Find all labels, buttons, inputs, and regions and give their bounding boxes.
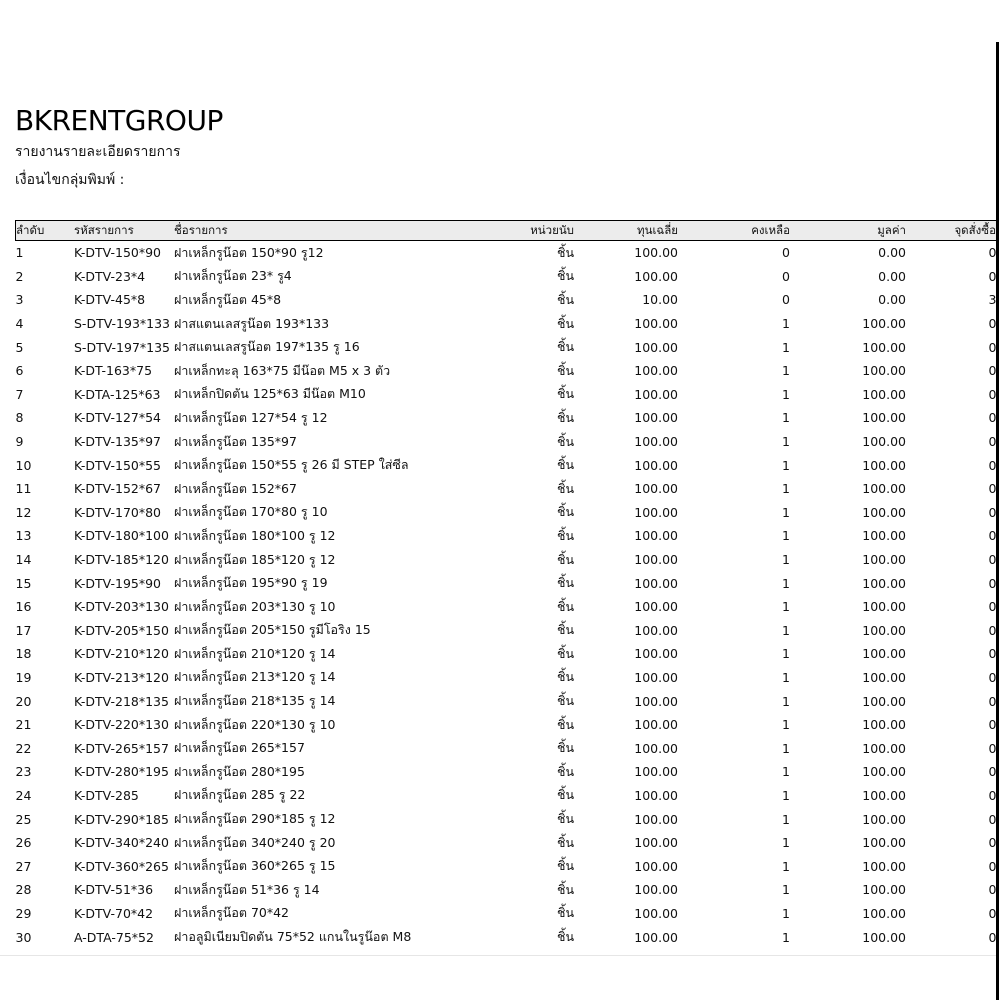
cell-code: K-DTV-195*90: [74, 575, 161, 591]
cell-name: ฝาเหล็กรูน๊อต 340*240 รู 20: [174, 834, 336, 850]
cell-name: ฝาเหล็กรูน๊อต 135*97: [174, 433, 297, 449]
cell-name: ฝาเหล็กรูน๊อต 218*135 รู 14: [174, 693, 336, 709]
cell-avg-cost: 100.00: [634, 504, 678, 520]
cell-no: 20: [15, 693, 32, 709]
table-row: [16, 265, 997, 289]
cell-name: ฝาเหล็กรูน๊อต 213*120 รู 14: [174, 669, 336, 685]
cell-avg-cost: 100.00: [634, 339, 678, 355]
cell-value: 100.00: [862, 575, 906, 591]
cell-value: 100.00: [862, 646, 906, 662]
table-row: [16, 501, 997, 525]
cell-avg-cost: 100.00: [634, 316, 678, 332]
cell-code: K-DTV-135*97: [74, 434, 161, 450]
col-header-balance: คงเหลือ: [700, 221, 810, 241]
cell-no: 27: [15, 858, 32, 874]
cell-avg-cost: 100.00: [634, 717, 678, 733]
table-row: [16, 241, 997, 265]
table-row: [16, 383, 997, 407]
table-row: [16, 854, 997, 878]
cell-avg-cost: 100.00: [634, 858, 678, 874]
cell-no: 15: [15, 575, 32, 591]
table-row: [16, 736, 997, 760]
cell-value: 100.00: [862, 882, 906, 898]
cell-name: ฝาเหล็กรูน๊อต 185*120 รู 12: [174, 551, 336, 567]
cell-code: K-DTV-290*185: [74, 811, 169, 827]
items-table-wrapper: [15, 220, 997, 949]
cell-balance: 1: [782, 717, 790, 733]
cell-code: K-DTV-51*36: [74, 882, 154, 898]
cell-unit: ชิ้น: [556, 457, 574, 473]
cell-value: 100.00: [862, 693, 906, 709]
cell-code: K-DTV-280*195: [74, 764, 169, 780]
table-row: [16, 831, 997, 855]
table-row: [16, 807, 997, 831]
cell-value: 100.00: [862, 552, 906, 568]
cell-balance: 0: [782, 292, 790, 308]
cell-value: 100.00: [862, 717, 906, 733]
cell-balance: 1: [782, 764, 790, 780]
cell-avg-cost: 100.00: [634, 787, 678, 803]
cell-unit: ชิ้น: [556, 433, 574, 449]
cell-code: K-DTV-185*120: [74, 552, 169, 568]
cell-no: 28: [15, 882, 32, 898]
cell-name: ฝาเหล็กรูน๊อต 195*90 รู 19: [174, 575, 328, 591]
cell-balance: 0: [782, 268, 790, 284]
header-row: [16, 221, 997, 241]
report-header: [15, 104, 955, 190]
cell-unit: ชิ้น: [556, 291, 574, 307]
table-row: [16, 406, 997, 430]
cell-avg-cost: 10.00: [642, 292, 678, 308]
cell-unit: ชิ้น: [556, 598, 574, 614]
cell-reorder: 0: [988, 575, 997, 591]
cell-name: ฝาสแตนเลสรูน๊อต 193*133: [174, 315, 330, 331]
col-header-avg-cost: ทุนเฉลี่ย: [582, 221, 700, 241]
cell-reorder: 0: [988, 717, 997, 733]
table-row: [16, 312, 997, 336]
table-row: [16, 642, 997, 666]
cell-avg-cost: 100.00: [634, 622, 678, 638]
cell-no: 29: [15, 905, 32, 921]
cell-code: K-DTV-150*90: [74, 245, 161, 261]
cell-no: 26: [15, 835, 32, 851]
cell-code: K-DTV-127*54: [74, 410, 161, 426]
cell-value: 100.00: [862, 787, 906, 803]
cell-code: K-DTV-23*4: [74, 268, 146, 284]
cell-code: S-DTV-193*133: [74, 316, 171, 332]
cell-balance: 1: [782, 457, 790, 473]
cell-value: 100.00: [862, 457, 906, 473]
cell-reorder: 0: [988, 363, 997, 379]
table-row: [16, 430, 997, 454]
col-header-no: ลำดับ: [16, 221, 75, 241]
cell-name: ฝาเหล็กรูน๊อต 152*67: [174, 480, 297, 496]
cell-no: 16: [15, 599, 32, 615]
cell-balance: 1: [782, 528, 790, 544]
col-header-reorder: จุดสั่งซื้อ: [926, 221, 997, 241]
cell-avg-cost: 100.00: [634, 740, 678, 756]
cell-balance: 1: [782, 599, 790, 615]
cell-name: ฝาเหล็กรูน๊อต 127*54 รู 12: [174, 409, 328, 425]
cell-unit: ชิ้น: [556, 315, 574, 331]
cell-name: ฝาเหล็กรูน๊อต 210*120 รู 14: [174, 645, 336, 661]
cell-avg-cost: 100.00: [634, 386, 678, 402]
table-row: [16, 666, 997, 690]
cell-avg-cost: 100.00: [634, 575, 678, 591]
cell-value: 100.00: [862, 481, 906, 497]
cell-unit: ชิ้น: [556, 787, 574, 803]
cell-balance: 1: [782, 316, 790, 332]
cell-code: K-DTV-70*42: [74, 905, 154, 921]
cell-balance: 1: [782, 740, 790, 756]
cell-no: 30: [15, 929, 32, 945]
cell-avg-cost: 100.00: [634, 434, 678, 450]
cell-reorder: 0: [988, 481, 997, 497]
cell-no: 5: [15, 339, 24, 355]
cell-reorder: 0: [988, 646, 997, 662]
cell-no: 11: [15, 481, 32, 497]
cell-unit: ชิ้น: [556, 763, 574, 779]
cell-reorder: 0: [988, 882, 997, 898]
cell-no: 24: [15, 787, 32, 803]
cell-no: 4: [15, 316, 24, 332]
cell-name: ฝาเหล็กรูน๊อต 290*185 รู 12: [174, 811, 336, 827]
cell-reorder: 0: [988, 316, 997, 332]
table-row: [16, 548, 997, 572]
cell-value: 100.00: [862, 528, 906, 544]
table-row: [16, 335, 997, 359]
cell-code: K-DTV-152*67: [74, 481, 161, 497]
cell-code: K-DTV-180*100: [74, 528, 169, 544]
cell-unit: ชิ้น: [556, 858, 574, 874]
cell-balance: 1: [782, 504, 790, 520]
cell-avg-cost: 100.00: [634, 835, 678, 851]
cell-name: ฝาเหล็กรูน๊อต 23* รู4: [174, 268, 292, 284]
cell-avg-cost: 100.00: [634, 646, 678, 662]
report-title: รายงานรายละเอียดรายการ: [15, 144, 181, 160]
cell-reorder: 0: [988, 457, 997, 473]
cell-name: ฝาเหล็กรูน๊อต 360*265 รู 15: [174, 858, 336, 874]
cell-name: ฝาเหล็กรูน๊อต 265*157: [174, 740, 305, 756]
table-row: [16, 760, 997, 784]
cell-name: ฝาเหล็กรูน๊อต 150*90 รู12: [174, 244, 324, 260]
cell-code: K-DTV-285: [74, 787, 139, 803]
cell-reorder: 0: [988, 552, 997, 568]
cell-code: K-DTV-213*120: [74, 669, 169, 685]
cell-value: 100.00: [862, 835, 906, 851]
cell-value: 100.00: [862, 339, 906, 355]
cell-unit: ชิ้น: [556, 811, 574, 827]
cell-avg-cost: 100.00: [634, 764, 678, 780]
cell-value: 100.00: [862, 740, 906, 756]
cell-avg-cost: 100.00: [634, 245, 678, 261]
cell-balance: 0: [782, 245, 790, 261]
cell-code: K-DT-163*75: [74, 363, 153, 379]
cell-value: 100.00: [862, 316, 906, 332]
col-header-code: รหัสรายการ: [74, 221, 174, 241]
table-row: [16, 713, 997, 737]
cell-name: ฝาเหล็กรูน๊อต 205*150 รูมีโอริง 15: [174, 622, 371, 638]
page-bottom-border: [0, 955, 996, 956]
cell-no: 2: [15, 268, 24, 284]
cell-unit: ชิ้น: [556, 693, 574, 709]
cell-reorder: 0: [988, 339, 997, 355]
cell-unit: ชิ้น: [556, 386, 574, 402]
cell-name: ฝาอลูมิเนียมปิดตัน 75*52 แกนในรูน๊อต M8: [174, 929, 412, 945]
cell-avg-cost: 100.00: [634, 693, 678, 709]
cell-name: ฝาเหล็กทะลุ 163*75 มีน๊อต M5 x 3 ตัว: [174, 362, 391, 378]
cell-value: 100.00: [862, 929, 906, 945]
print-condition: เงื่อนไขกลุ่มพิมพ์ :: [15, 172, 125, 188]
cell-no: 23: [15, 764, 32, 780]
cell-avg-cost: 100.00: [634, 929, 678, 945]
cell-name: ฝาเหล็กรูน๊อต 150*55 รู 26 มี STEP ใส่ซีล: [174, 457, 409, 473]
cell-balance: 1: [782, 811, 790, 827]
cell-reorder: 0: [988, 811, 997, 827]
cell-reorder: 0: [988, 905, 997, 921]
table-row: [16, 359, 997, 383]
cell-balance: 1: [782, 363, 790, 379]
cell-unit: ชิ้น: [556, 268, 574, 284]
cell-reorder: 0: [988, 504, 997, 520]
table-row: [16, 925, 997, 949]
col-header-unit: หน่วยนับ: [504, 221, 582, 241]
cell-avg-cost: 100.00: [634, 905, 678, 921]
cell-code: K-DTV-220*130: [74, 717, 169, 733]
cell-balance: 1: [782, 905, 790, 921]
cell-no: 3: [15, 292, 24, 308]
cell-balance: 1: [782, 481, 790, 497]
cell-balance: 1: [782, 552, 790, 568]
cell-balance: 1: [782, 693, 790, 709]
cell-unit: ชิ้น: [556, 362, 574, 378]
company-name: BKRENTGROUP: [15, 104, 223, 137]
cell-name: ฝาเหล็กรูน๊อต 180*100 รู 12: [174, 527, 336, 543]
cell-name: ฝาเหล็กรูน๊อต 285 รู 22: [174, 787, 306, 803]
cell-value: 100.00: [862, 386, 906, 402]
cell-code: K-DTV-203*130: [74, 599, 169, 615]
cell-avg-cost: 100.00: [634, 268, 678, 284]
cell-unit: ชิ้น: [556, 480, 574, 496]
cell-balance: 1: [782, 787, 790, 803]
cell-value: 0.00: [878, 268, 906, 284]
cell-unit: ชิ้น: [556, 881, 574, 897]
cell-no: 10: [15, 457, 32, 473]
cell-no: 12: [15, 504, 32, 520]
cell-value: 100.00: [862, 599, 906, 615]
cell-unit: ชิ้น: [556, 551, 574, 567]
cell-no: 13: [15, 528, 32, 544]
cell-code: K-DTV-265*157: [74, 740, 169, 756]
cell-unit: ชิ้น: [556, 575, 574, 591]
cell-avg-cost: 100.00: [634, 811, 678, 827]
cell-value: 100.00: [862, 905, 906, 921]
cell-reorder: 0: [988, 929, 997, 945]
cell-code: K-DTA-125*63: [74, 386, 161, 402]
cell-balance: 1: [782, 410, 790, 426]
cell-balance: 1: [782, 858, 790, 874]
cell-reorder: 0: [988, 622, 997, 638]
cell-reorder: 0: [988, 787, 997, 803]
cell-no: 1: [15, 245, 24, 261]
cell-balance: 1: [782, 669, 790, 685]
cell-value: 0.00: [878, 292, 906, 308]
cell-unit: ชิ้น: [556, 645, 574, 661]
cell-no: 17: [15, 622, 32, 638]
cell-reorder: 0: [988, 599, 997, 615]
cell-value: 100.00: [862, 764, 906, 780]
table-row: [16, 288, 997, 312]
cell-reorder: 0: [988, 245, 997, 261]
cell-no: 6: [15, 363, 24, 379]
cell-unit: ชิ้น: [556, 527, 574, 543]
cell-reorder: 0: [988, 669, 997, 685]
table-row: [16, 902, 997, 926]
cell-balance: 1: [782, 386, 790, 402]
cell-unit: ชิ้น: [556, 716, 574, 732]
cell-balance: 1: [782, 882, 790, 898]
items-table: [15, 220, 997, 949]
cell-reorder: 0: [988, 528, 997, 544]
cell-avg-cost: 100.00: [634, 882, 678, 898]
cell-no: 7: [15, 386, 24, 402]
cell-unit: ชิ้น: [556, 905, 574, 921]
table-row: [16, 595, 997, 619]
table-row: [16, 784, 997, 808]
cell-name: ฝาเหล็กรูน๊อต 203*130 รู 10: [174, 598, 336, 614]
table-header: [16, 221, 997, 241]
cell-balance: 1: [782, 339, 790, 355]
cell-no: 22: [15, 740, 32, 756]
cell-code: A-DTA-75*52: [74, 929, 154, 945]
cell-value: 100.00: [862, 434, 906, 450]
cell-code: K-DTV-150*55: [74, 457, 161, 473]
cell-name: ฝาเหล็กรูน๊อต 170*80 รู 10: [174, 504, 328, 520]
cell-reorder: 0: [988, 410, 997, 426]
cell-balance: 1: [782, 929, 790, 945]
cell-balance: 1: [782, 835, 790, 851]
cell-value: 100.00: [862, 622, 906, 638]
table-row: [16, 878, 997, 902]
cell-no: 8: [15, 410, 24, 426]
table-row: [16, 453, 997, 477]
cell-avg-cost: 100.00: [634, 457, 678, 473]
cell-avg-cost: 100.00: [634, 410, 678, 426]
cell-balance: 1: [782, 646, 790, 662]
cell-balance: 1: [782, 622, 790, 638]
cell-code: K-DTV-45*8: [74, 292, 146, 308]
cell-avg-cost: 100.00: [634, 528, 678, 544]
cell-reorder: 0: [988, 693, 997, 709]
cell-no: 18: [15, 646, 32, 662]
cell-no: 19: [15, 669, 32, 685]
cell-value: 100.00: [862, 363, 906, 379]
cell-value: 100.00: [862, 504, 906, 520]
table-row: [16, 689, 997, 713]
cell-no: 21: [15, 717, 32, 733]
cell-code: K-DTV-218*135: [74, 693, 169, 709]
cell-name: ฝาเหล็กรูน๊อต 51*36 รู 14: [174, 881, 320, 897]
cell-unit: ชิ้น: [556, 929, 574, 945]
cell-code: S-DTV-197*135: [74, 339, 171, 355]
cell-value: 100.00: [862, 410, 906, 426]
cell-no: 9: [15, 434, 24, 450]
cell-avg-cost: 100.00: [634, 599, 678, 615]
cell-name: ฝาเหล็กรูน๊อต 280*195: [174, 763, 305, 779]
cell-code: K-DTV-340*240: [74, 835, 169, 851]
cell-name: ฝาเหล็กปิดตัน 125*63 มีน๊อต M10: [174, 386, 366, 402]
cell-balance: 1: [782, 575, 790, 591]
cell-unit: ชิ้น: [556, 740, 574, 756]
cell-code: K-DTV-170*80: [74, 504, 161, 520]
cell-avg-cost: 100.00: [634, 669, 678, 685]
cell-no: 25: [15, 811, 32, 827]
cell-balance: 1: [782, 434, 790, 450]
table-row: [16, 524, 997, 548]
table-row: [16, 477, 997, 501]
table-body: [16, 241, 997, 949]
table-row: [16, 571, 997, 595]
cell-avg-cost: 100.00: [634, 363, 678, 379]
cell-unit: ชิ้น: [556, 339, 574, 355]
cell-code: K-DTV-210*120: [74, 646, 169, 662]
cell-reorder: 0: [988, 386, 997, 402]
cell-unit: ชิ้น: [556, 244, 574, 260]
cell-name: ฝาเหล็กรูน๊อต 45*8: [174, 291, 282, 307]
cell-reorder: 3: [988, 292, 997, 308]
cell-value: 100.00: [862, 858, 906, 874]
cell-value: 0.00: [878, 245, 906, 261]
cell-avg-cost: 100.00: [634, 481, 678, 497]
cell-unit: ชิ้น: [556, 834, 574, 850]
cell-name: ฝาสแตนเลสรูน๊อต 197*135 รู 16: [174, 339, 360, 355]
cell-reorder: 0: [988, 764, 997, 780]
cell-name: ฝาเหล็กรูน๊อต 220*130 รู 10: [174, 716, 336, 732]
cell-unit: ชิ้น: [556, 409, 574, 425]
cell-reorder: 0: [988, 858, 997, 874]
col-header-name: ชื่อรายการ: [174, 221, 504, 241]
cell-code: K-DTV-360*265: [74, 858, 169, 874]
cell-name: ฝาเหล็กรูน๊อต 70*42: [174, 905, 290, 921]
cell-value: 100.00: [862, 669, 906, 685]
cell-no: 14: [15, 552, 32, 568]
cell-reorder: 0: [988, 434, 997, 450]
cell-avg-cost: 100.00: [634, 552, 678, 568]
cell-unit: ชิ้น: [556, 669, 574, 685]
cell-reorder: 0: [988, 740, 997, 756]
cell-reorder: 0: [988, 835, 997, 851]
table-row: [16, 619, 997, 643]
cell-unit: ชิ้น: [556, 504, 574, 520]
cell-value: 100.00: [862, 811, 906, 827]
cell-reorder: 0: [988, 268, 997, 284]
col-header-value: มูลค่า: [810, 221, 926, 241]
cell-code: K-DTV-205*150: [74, 622, 169, 638]
cell-unit: ชิ้น: [556, 622, 574, 638]
